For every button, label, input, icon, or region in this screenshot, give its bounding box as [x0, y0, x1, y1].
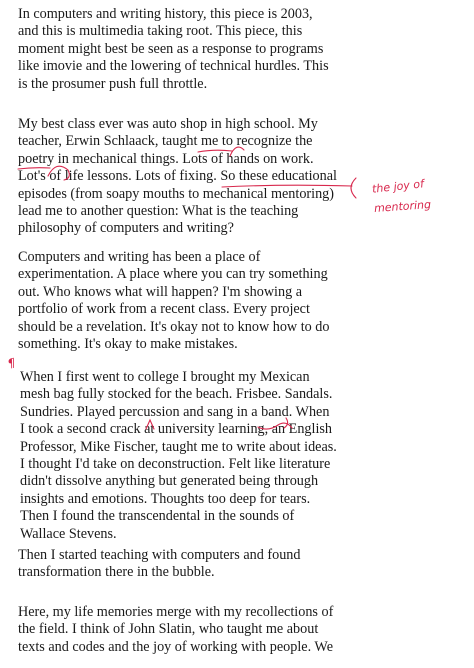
text-line: When I first went to college I brought my Mexican	[20, 369, 310, 385]
margin-note: the joy of	[371, 177, 425, 196]
text-line: episodes (from soapy mouths to mechanical mentoring)	[18, 185, 334, 202]
text-line: experimentation. A place where you can try something	[18, 266, 328, 283]
text-line: I took a second crack at university learning, an English	[20, 421, 333, 438]
paragraph-3	[18, 249, 428, 353]
text-line: Sundries. Played percussion and sang in a band. When	[20, 403, 330, 420]
paragraph-2	[18, 116, 428, 238]
text-line: is the prosumer push full throttle.	[18, 75, 208, 92]
text-line: Here, my life memories merge with my recollections of	[18, 604, 334, 620]
text-line: Professor, Mike Fischer, taught me to write about ideas.	[20, 438, 337, 455]
paragraph-1	[18, 6, 428, 93]
text-line: out. Who knows what will happen? I'm showing a	[18, 283, 303, 300]
paragraph-5	[18, 547, 428, 582]
text-line: mesh bag fully stocked for the beach. Frisbee. Sandals.	[20, 386, 333, 403]
text-line: In computers and writing history, this piece is 2003,	[18, 6, 313, 22]
margin-note: mentoring	[373, 198, 432, 215]
text-line: and this is multimedia taking root. This piece, this	[18, 23, 303, 40]
text-line: something. It's okay to make mistakes.	[18, 336, 238, 353]
text-line: I thought I'd take on deconstruction. Felt like literature	[20, 456, 331, 473]
text-line: lead me to another question: What is the teaching	[18, 203, 299, 220]
text-line: My best class ever was auto shop in high school. My	[18, 116, 318, 132]
text-line: Computers and writing has been a place of	[18, 249, 261, 265]
text-line: transformation there in the bubble.	[18, 564, 215, 581]
paragraph-4	[20, 369, 430, 543]
text-line: texts and codes and the joy of working with people. We	[18, 638, 333, 655]
text-line: the field. I think of John Slatin, who taught me about	[18, 621, 319, 638]
text-line: Lot's of life lessons. Lots of fixing. So these educational	[18, 168, 337, 185]
text-line: Wallace Stevens.	[20, 525, 117, 542]
text-line: insights and emotions. Thoughts too deep for tears.	[20, 490, 311, 507]
paragraph-mark: ¶	[6, 355, 18, 371]
text-line: didn't dissolve anything but generated being through	[20, 473, 319, 490]
paragraph-6	[18, 604, 428, 656]
text-line: should be a revelation. It's okay not to know how to do	[18, 318, 330, 335]
text-line: Then I started teaching with computers and found	[18, 547, 301, 563]
text-line: teacher, Erwin Schlaack, taught me to recognize the	[18, 133, 313, 150]
text-line: poetry in mechanical things. Lots of hands on work.	[18, 150, 314, 167]
text-line: Then I found the transcendental in the sounds of	[20, 508, 295, 525]
text-line: portfolio of work from a recent class. Every project	[18, 301, 310, 318]
text-line: like imovie and the lowering of technical hurdles. This	[18, 58, 329, 75]
text-line: moment might best be seen as a response to programs	[18, 40, 324, 57]
text-line: philosophy of computers and writing?	[18, 220, 234, 237]
